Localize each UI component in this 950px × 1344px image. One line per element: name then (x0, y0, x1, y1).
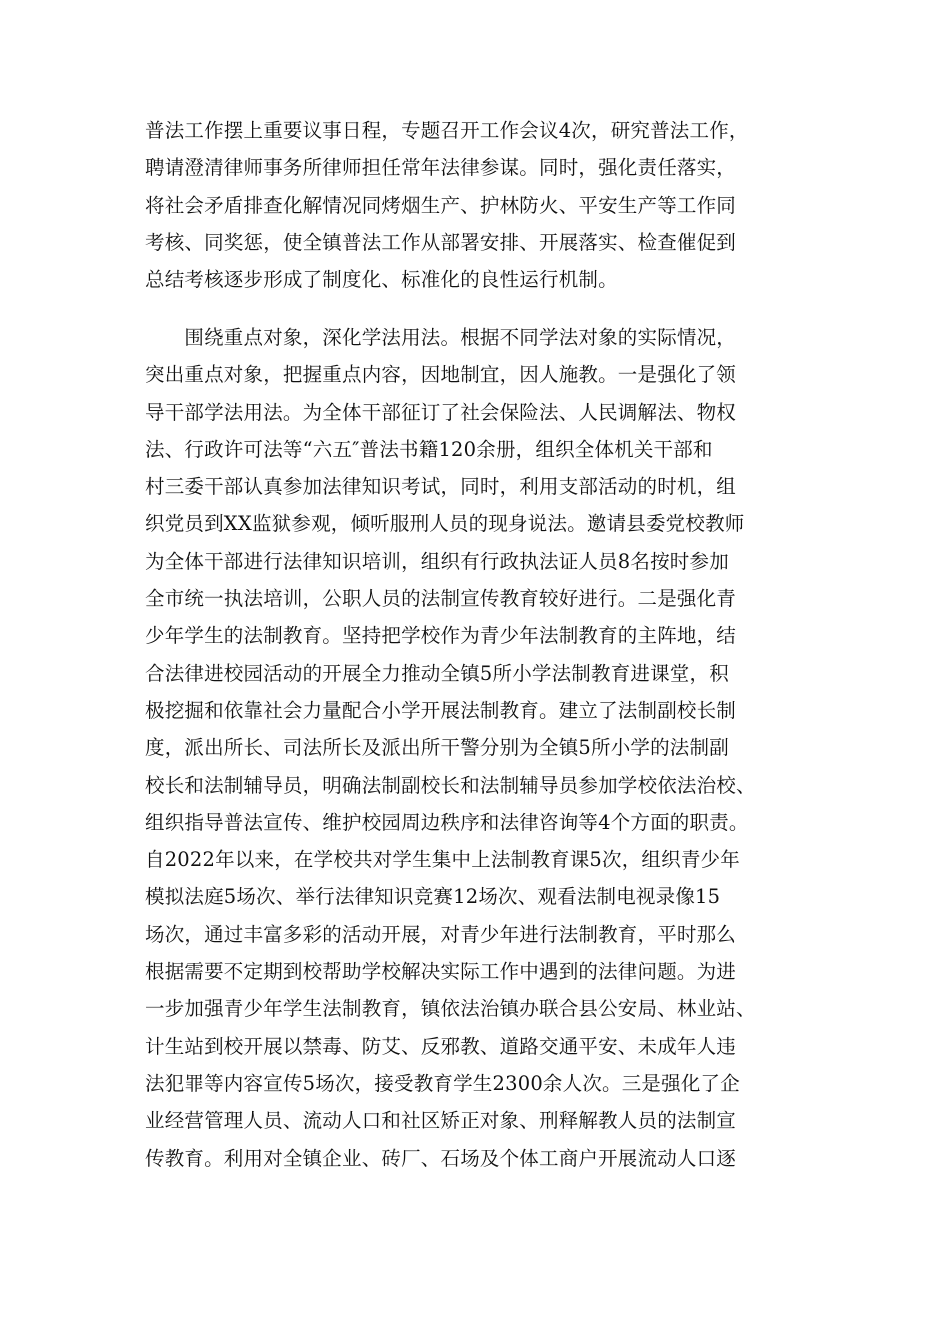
text-line: 为全体干部进行法律知识培训，组织有行政执法证人员8名按时参加 (145, 549, 729, 573)
text-line: 普法工作摆上重要议事日程，专题召开工作会议4次，研究普法工作， (145, 119, 749, 142)
text-line: 导干部学法用法。为全体干部征订了社会保险法、人民调解法、物权 (145, 400, 737, 424)
text-line: 业经营管理人员、流动人口和社区矫正对象、刑释解教人员的法制宣 (145, 1109, 737, 1133)
text-line: 突出重点对象，把握重点内容，因地制宜，因人施教。一是强化了领 (145, 363, 737, 387)
text-line: 总结考核逐步形成了制度化、标准化的良性运行机制。 (145, 268, 618, 292)
text-line: 将社会矛盾排查化解情况同烤烟生产、护林防火、平安生产等工作同 (145, 193, 737, 217)
text-line: 自2022年以来，在学校共对学生集中上法制教育课5次，组织青少年 (145, 848, 740, 872)
text-line: 传教育。利用对全镇企业、砖厂、石场及个体工商户开展流动人口逐 (145, 1146, 737, 1170)
text-line: 根据需要不定期到校帮助学校解决实际工作中遇到的法律问题。为进 (145, 960, 737, 984)
text-line: 一步加强青少年学生法制教育，镇依法治镇办联合县公安局、林业站、 (145, 997, 756, 1021)
text-line: 少年学生的法制教育。坚持把学校作为青少年法制教育的主阵地，结 (145, 624, 737, 648)
text-line: 村三委干部认真参加法律知识考试，同时，利用支部活动的时机，组 (145, 475, 737, 499)
text-line: 法犯罪等内容宣传5场次，接受教育学生2300余人次。三是强化了企 (145, 1071, 740, 1095)
text-line: 场次，通过丰富多彩的活动开展，对青少年进行法制教育，平时那么 (145, 922, 737, 946)
text-line: 聘请澄清律师事务所律师担任常年法律参谋。同时，强化责任落实， (145, 156, 737, 180)
text-line: 度，派出所长、司法所长及派出所干警分别为全镇5所小学的法制副 (145, 736, 729, 760)
text-line: 织党员到XX监狱参观，倾听服刑人员的现身说法。邀请县委党校教师 (145, 512, 745, 536)
text-line: 全市统一执法培训，公职人员的法制宣传教育较好进行。二是强化青 (145, 587, 737, 611)
text-line: 校长和法制辅导员，明确法制副校长和法制辅导员参加学校依法治校、 (145, 773, 756, 797)
text-line: 组织指导普法宣传、维护校园周边秩序和法律咨询等4个方面的职责。 (145, 810, 749, 834)
paragraph-2 (145, 319, 815, 1177)
text-line: 围绕重点对象，深化学法用法。根据不同学法对象的实际情况， (145, 326, 737, 349)
text-line: 计生站到校开展以禁毒、防艾、反邪教、道路交通平安、未成年人违 (145, 1034, 737, 1058)
paragraph-1 (145, 112, 815, 298)
text-line: 合法律进校园活动的开展全力推动全镇5所小学法制教育进课堂，积 (145, 661, 729, 685)
text-line: 模拟法庭5场次、举行法律知识竞赛12场次、观看法制电视录像15 (145, 885, 721, 909)
text-line: 极挖掘和依靠社会力量配合小学开展法制教育。建立了法制副校长制 (145, 698, 737, 722)
text-line: 考核、同奖惩，使全镇普法工作从部署安排、开展落实、检查催促到 (145, 230, 737, 254)
text-line: 法、行政许可法等“六五″普法书籍120余册，组织全体机关干部和 (145, 437, 713, 461)
